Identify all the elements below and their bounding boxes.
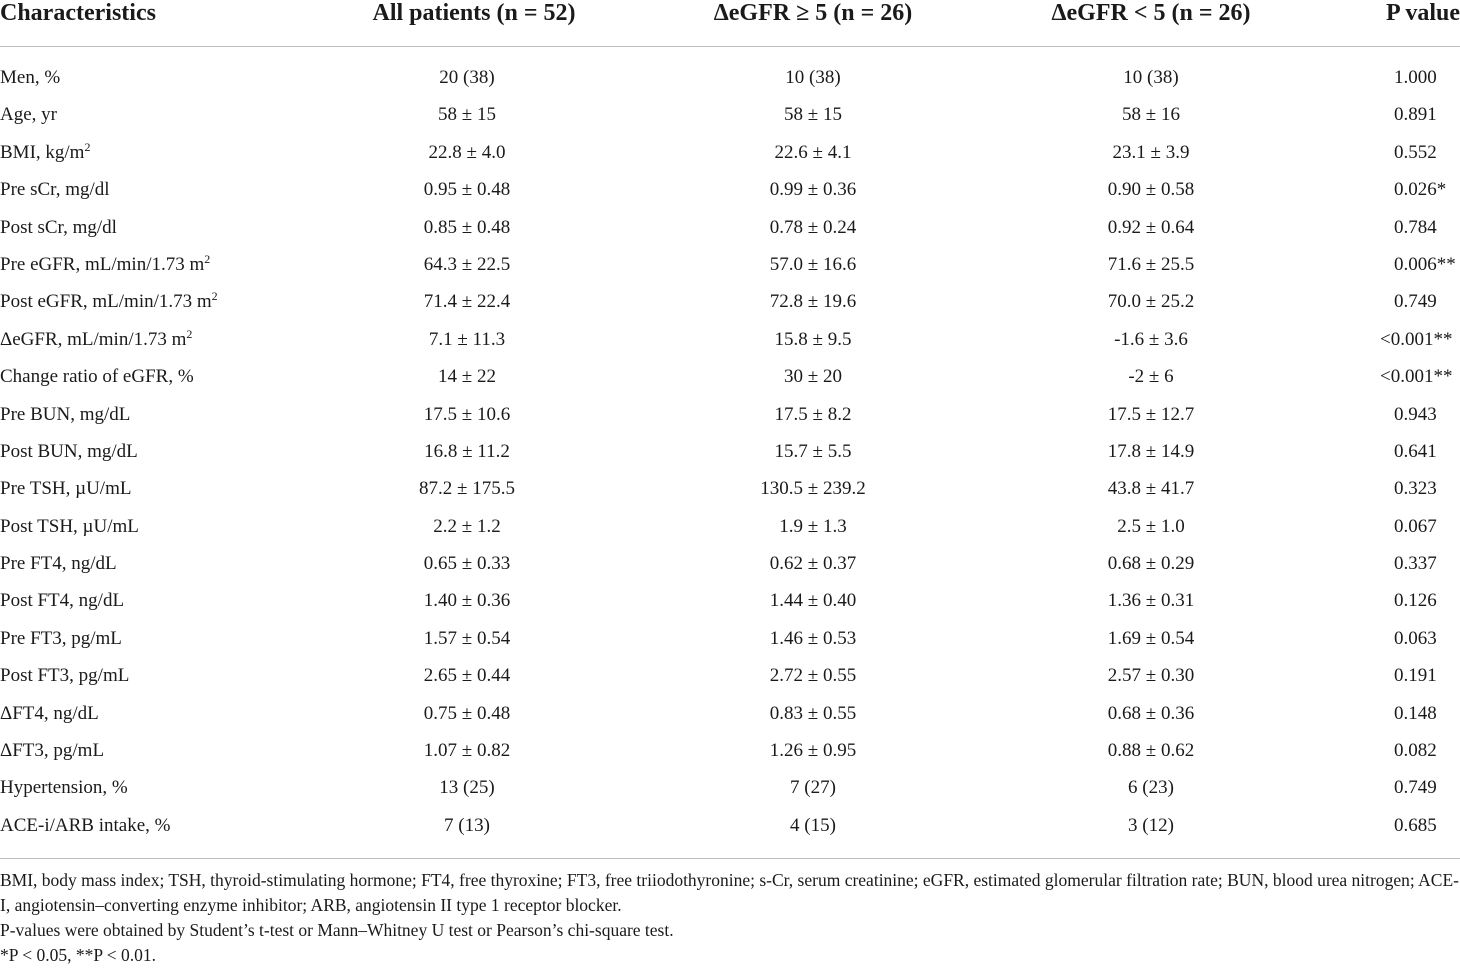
- row-label: [0, 471, 131, 507]
- table-row: [0, 60, 1460, 97]
- cell-egfr-low: 0.90 ± 0.58: [1107, 179, 1195, 201]
- table-row: [0, 733, 1460, 770]
- table-row: [0, 135, 1460, 172]
- cell-all-patients: 1.57 ± 0.54: [423, 627, 511, 649]
- row-label-text: BMI, kg/m: [0, 141, 85, 163]
- row-label: [0, 397, 130, 433]
- header-p-value: P value: [1385, 0, 1460, 26]
- header-egfr-high: ΔeGFR ≥ 5 (n = 26): [713, 0, 913, 26]
- cell-p-value: 0.749: [1394, 777, 1437, 799]
- table-footnotes: [0, 868, 1460, 968]
- row-label-text: Post BUN, mg/dL: [0, 440, 138, 462]
- cell-egfr-low: 0.88 ± 0.62: [1107, 740, 1195, 762]
- row-label-text: Men, %: [0, 67, 61, 88]
- cell-all-patients: 14 ± 22: [438, 366, 496, 388]
- cell-egfr-low: 1.36 ± 0.31: [1107, 590, 1195, 612]
- table-bottom-rule: [0, 858, 1460, 859]
- cell-p-value: <0.001**: [1380, 328, 1453, 350]
- cell-egfr-low: 43.8 ± 41.7: [1107, 478, 1195, 500]
- row-label-text: ACE-i/ARB intake, %: [0, 814, 171, 836]
- row-label-text: Post FT4, ng/dL: [0, 590, 125, 612]
- cell-egfr-low: 0.92 ± 0.64: [1107, 216, 1195, 238]
- cell-p-value: 0.943: [1394, 403, 1437, 425]
- row-label: [0, 770, 128, 806]
- cell-p-value: 0.749: [1394, 291, 1437, 313]
- table-row: [0, 97, 1460, 134]
- cell-egfr-high: 0.99 ± 0.36: [769, 179, 857, 201]
- cell-all-patients: 7.1 ± 11.3: [428, 328, 506, 350]
- row-label-text: Pre BUN, mg/dL: [0, 403, 131, 425]
- row-label: [0, 546, 117, 582]
- cell-all-patients: 2.65 ± 0.44: [423, 665, 511, 687]
- table-row: [0, 397, 1460, 434]
- cell-egfr-low: 2.5 ± 1.0: [1117, 515, 1185, 537]
- row-label: [0, 583, 124, 619]
- cell-all-patients: 13 (25): [439, 777, 495, 799]
- table-row: [0, 546, 1460, 583]
- cell-egfr-high: 1.9 ± 1.3: [779, 515, 847, 537]
- cell-p-value: 0.552: [1394, 141, 1437, 163]
- cell-p-value: 0.063: [1394, 627, 1437, 649]
- cell-egfr-high: 58 ± 15: [784, 104, 842, 126]
- row-label: [0, 359, 194, 395]
- cell-p-value: 0.006**: [1394, 253, 1456, 275]
- cell-egfr-high: 0.83 ± 0.55: [769, 702, 857, 724]
- table-header-row: [0, 0, 1460, 47]
- cell-egfr-high: 10 (38): [785, 67, 841, 88]
- row-label-text: Pre FT4, ng/dL: [0, 553, 117, 575]
- header-all-patients: All patients (n = 52): [372, 0, 576, 26]
- cell-all-patients: 2.2 ± 1.2: [433, 515, 501, 537]
- cell-egfr-high: 72.8 ± 19.6: [769, 291, 857, 313]
- cell-egfr-high: 1.46 ± 0.53: [769, 627, 857, 649]
- cell-all-patients: 0.75 ± 0.48: [423, 702, 511, 724]
- table-row: [0, 247, 1460, 284]
- footnote-abbreviations: BMI, body mass index; TSH, thyroid-stimulating hormone; FT4, free thyroxine; FT3, free triiodothyronine; s-Cr, serum creatinine; eGFR, estimated glomerular filtration rate; BUN, blood urea nitrogen; ACE-I, angiotensin–converting enzyme inhibitor; ARB, angiotensin II type 1 receptor blocker.: [0, 870, 1459, 915]
- cell-all-patients: 1.40 ± 0.36: [423, 590, 511, 612]
- table-row: [0, 808, 1460, 845]
- table-row: [0, 172, 1460, 209]
- cell-egfr-low: 23.1 ± 3.9: [1112, 141, 1190, 163]
- cell-egfr-low: 3 (12): [1128, 814, 1174, 836]
- cell-p-value: <0.001**: [1380, 366, 1453, 388]
- cell-egfr-low: 17.5 ± 12.7: [1107, 403, 1195, 425]
- cell-p-value: 0.148: [1394, 702, 1437, 724]
- cell-all-patients: 64.3 ± 22.5: [423, 253, 511, 275]
- cell-p-value: 0.891: [1394, 104, 1437, 126]
- cell-all-patients: 87.2 ± 175.5: [419, 478, 515, 500]
- row-label-text: ΔFT3, pg/mL: [0, 740, 105, 762]
- table-row: [0, 621, 1460, 658]
- row-label-superscript: 2: [84, 139, 91, 154]
- cell-p-value: 0.126: [1394, 590, 1437, 612]
- table-row: [0, 210, 1460, 247]
- cell-egfr-low: 10 (38): [1123, 67, 1179, 88]
- cell-p-value: 0.641: [1394, 440, 1437, 462]
- row-label: [0, 733, 104, 769]
- cell-all-patients: 16.8 ± 11.2: [424, 440, 510, 462]
- cell-egfr-low: -1.6 ± 3.6: [1114, 328, 1188, 350]
- cell-egfr-low: 2.57 ± 0.30: [1107, 665, 1195, 687]
- footnote-significance: *P < 0.05, **P < 0.01.: [0, 945, 157, 965]
- cell-all-patients: 17.5 ± 10.6: [423, 403, 511, 425]
- table-row: [0, 434, 1460, 471]
- cell-p-value: 0.067: [1394, 515, 1437, 537]
- row-label-text: Post TSH, µU/mL: [0, 515, 139, 537]
- cell-egfr-high: 1.44 ± 0.40: [769, 590, 857, 612]
- cell-egfr-high: 1.26 ± 0.95: [769, 740, 857, 762]
- table-row: [0, 322, 1460, 359]
- row-label: [0, 210, 117, 246]
- row-label: [0, 658, 129, 694]
- cell-all-patients: 0.95 ± 0.48: [423, 179, 511, 201]
- cell-p-value: 0.191: [1394, 665, 1437, 687]
- row-label-text: ΔeGFR, mL/min/1.73 m: [0, 328, 187, 350]
- row-label-text: Post FT3, pg/mL: [0, 665, 130, 687]
- row-label-text: Post sCr, mg/dl: [0, 216, 117, 238]
- cell-egfr-high: 22.6 ± 4.1: [774, 141, 852, 163]
- row-label-text: Pre TSH, µU/mL: [0, 478, 132, 500]
- cell-egfr-high: 2.72 ± 0.55: [769, 665, 857, 687]
- cell-p-value: 0.685: [1394, 814, 1437, 836]
- row-label-superscript: 2: [186, 326, 193, 341]
- cell-p-value: 0.082: [1394, 740, 1437, 762]
- table-row: [0, 509, 1460, 546]
- row-label: [0, 696, 99, 732]
- table-row: [0, 284, 1460, 321]
- header-egfr-low: ΔeGFR < 5 (n = 26): [1051, 0, 1251, 26]
- row-label-superscript: 2: [211, 289, 218, 304]
- table-row: [0, 770, 1460, 807]
- cell-egfr-high: 57.0 ± 16.6: [769, 253, 857, 275]
- cell-all-patients: 7 (13): [444, 814, 490, 836]
- table-row: [0, 471, 1460, 508]
- row-label: [0, 247, 210, 283]
- cell-egfr-high: 130.5 ± 239.2: [760, 478, 866, 500]
- row-label-text: Hypertension, %: [0, 777, 128, 799]
- cell-egfr-low: 70.0 ± 25.2: [1107, 291, 1195, 313]
- cell-egfr-low: 71.6 ± 25.5: [1107, 253, 1195, 275]
- cell-egfr-high: 15.8 ± 9.5: [774, 328, 852, 350]
- table-row: [0, 583, 1460, 620]
- table-row: [0, 658, 1460, 695]
- cell-egfr-high: 0.78 ± 0.24: [769, 216, 857, 238]
- row-label-text: Age, yr: [0, 104, 57, 126]
- row-label: [0, 434, 138, 470]
- cell-egfr-high: 30 ± 20: [784, 366, 842, 388]
- cell-p-value: 1.000: [1394, 67, 1437, 88]
- cell-all-patients: 58 ± 15: [438, 104, 496, 126]
- row-label: [0, 509, 139, 545]
- row-label: [0, 808, 170, 844]
- row-label-text: Change ratio of eGFR, %: [0, 366, 194, 388]
- cell-p-value: 0.784: [1394, 216, 1437, 238]
- cell-all-patients: 22.8 ± 4.0: [428, 141, 506, 163]
- cell-egfr-high: 4 (15): [790, 814, 836, 836]
- cell-all-patients: 1.07 ± 0.82: [423, 740, 511, 762]
- footnote-methods: P-values were obtained by Student’s t-test or Mann–Whitney U test or Pearson’s chi-square test.: [0, 920, 674, 940]
- cell-all-patients: 0.65 ± 0.33: [423, 553, 511, 575]
- cell-all-patients: 20 (38): [439, 67, 495, 88]
- cell-all-patients: 71.4 ± 22.4: [423, 291, 511, 313]
- cell-egfr-low: 58 ± 16: [1122, 104, 1180, 126]
- table-row: [0, 696, 1460, 733]
- row-label-text: Post eGFR, mL/min/1.73 m: [0, 291, 212, 313]
- row-label-text: ΔFT4, ng/dL: [0, 702, 99, 724]
- cell-all-patients: 0.85 ± 0.48: [423, 216, 511, 238]
- row-label-text: Pre FT3, pg/mL: [0, 627, 122, 649]
- table-row: [0, 359, 1460, 396]
- row-label-superscript: 2: [204, 251, 211, 266]
- row-label: [0, 284, 218, 320]
- cell-egfr-high: 17.5 ± 8.2: [774, 403, 852, 425]
- cell-egfr-low: 0.68 ± 0.36: [1107, 702, 1195, 724]
- cell-egfr-low: 1.69 ± 0.54: [1107, 627, 1195, 649]
- row-label: [0, 621, 122, 657]
- cell-p-value: 0.323: [1394, 478, 1437, 500]
- cell-egfr-high: 15.7 ± 5.5: [774, 440, 852, 462]
- row-label-text: Pre eGFR, mL/min/1.73 m: [0, 253, 205, 275]
- row-label-text: Pre sCr, mg/dl: [0, 179, 110, 201]
- cell-egfr-low: 6 (23): [1128, 777, 1174, 799]
- cell-egfr-low: -2 ± 6: [1128, 366, 1174, 388]
- cell-egfr-low: 0.68 ± 0.29: [1107, 553, 1195, 575]
- row-label: [0, 97, 57, 133]
- cell-p-value: 0.026*: [1394, 179, 1447, 201]
- cell-egfr-high: 7 (27): [790, 777, 836, 799]
- row-label: [0, 135, 90, 171]
- row-label: [0, 172, 110, 208]
- cell-p-value: 0.337: [1394, 553, 1437, 575]
- cell-egfr-low: 17.8 ± 14.9: [1107, 440, 1195, 462]
- header-characteristics: Characteristics: [0, 0, 156, 26]
- cell-egfr-high: 0.62 ± 0.37: [769, 553, 857, 575]
- row-label: [0, 60, 60, 96]
- table-body: [0, 60, 1460, 845]
- row-label: [0, 322, 192, 358]
